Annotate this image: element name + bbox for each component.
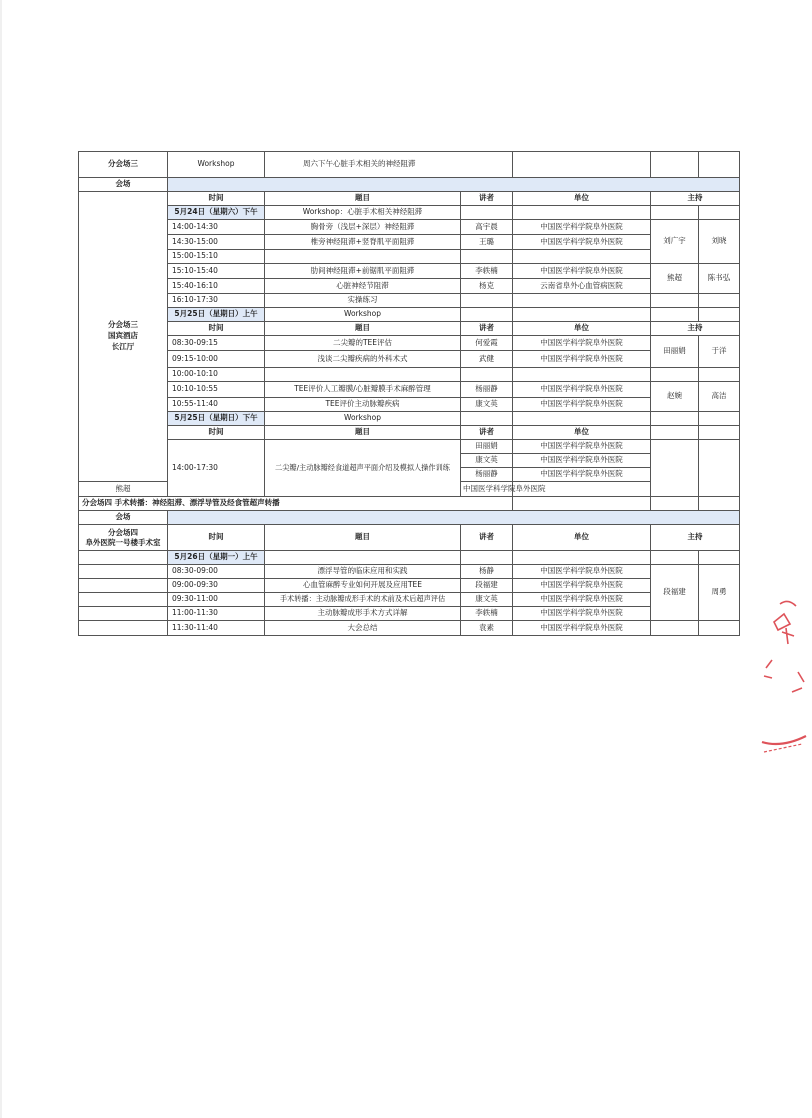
topic-cell: 心血管麻醉专业如何开展及应用TEE [265, 579, 461, 593]
unit-cell: 中国医学科学院阜外医院 [513, 220, 651, 235]
topic-cell: 胸骨旁（浅层+深层）神经阻滞 [265, 220, 461, 235]
empty-cell [699, 308, 740, 322]
time-cell: 10:10-10:55 [168, 382, 265, 398]
venue-line: 分会场三 [108, 320, 138, 330]
empty-cell [699, 497, 740, 511]
s3-header-row [79, 192, 740, 206]
day-label: 5月26日（星期一）上午 [168, 551, 265, 565]
table-row [79, 264, 740, 279]
host-cell: 陈书弘 [699, 264, 740, 294]
speaker-cell: 李轶楠 [461, 264, 513, 279]
unit-cell: 中国医学科学院阜外医院 [513, 440, 651, 454]
empty-cell [513, 551, 651, 565]
empty-cell [513, 497, 651, 511]
empty-cell [651, 551, 699, 565]
empty-cell [651, 206, 699, 220]
block-title: Workshop [265, 308, 461, 322]
table-row [79, 565, 740, 579]
empty-cell [461, 412, 513, 426]
unit-cell [513, 368, 651, 382]
topic-cell: 肋间神经阻滞+前锯肌平面阻滞 [265, 264, 461, 279]
empty-cell [265, 551, 461, 565]
time-cell: 15:40-16:10 [168, 279, 265, 294]
speaker-cell: 武健 [461, 351, 513, 368]
empty-cell [651, 152, 699, 178]
empty-cell [651, 440, 699, 497]
topic-cell: 浅谈二尖瓣疾病的外科术式 [265, 351, 461, 368]
table-row [79, 382, 740, 398]
time-cell: 09:30-11:00 [168, 593, 265, 607]
speaker-cell: 何爱霞 [461, 336, 513, 351]
time-cell: 11:30-11:40 [168, 621, 265, 636]
seal-stroke [792, 672, 804, 692]
speaker-cell [461, 294, 513, 308]
unit-cell: 中国医学科学院阜外医院 [513, 398, 651, 412]
host-cell: 段福建 [651, 565, 699, 621]
table-row [79, 220, 740, 235]
seal-stroke [774, 614, 790, 630]
time-cell: 10:00-10:10 [168, 368, 265, 382]
topic-cell [265, 250, 461, 264]
block-title: Workshop：心脏手术相关神经阻滞 [265, 206, 461, 220]
unit-cell: 中国医学科学院阜外医院 [461, 482, 513, 497]
header-speaker: 讲者 [461, 322, 513, 336]
unit-cell: 云南省阜外心血管病医院 [513, 279, 651, 294]
time-cell: 14:00-14:30 [168, 220, 265, 235]
topic-cell: 实操练习 [265, 294, 461, 308]
s3-header-row [79, 426, 740, 440]
empty-cell [461, 551, 513, 565]
empty-cell [651, 426, 699, 440]
speaker-cell: 熊超 [79, 482, 168, 497]
speaker-cell: 袁素 [461, 621, 513, 636]
venue-line: 阜外医院一号楼手术室 [85, 537, 161, 547]
header-unit: 单位 [513, 426, 651, 440]
topic-cell: 二尖瓣的TEE评估 [265, 336, 461, 351]
host-cell: 于洋 [699, 336, 740, 368]
s3-header-row [79, 322, 740, 336]
venue-line: 分会场四 [108, 527, 138, 537]
seal-stroke [764, 660, 772, 678]
unit-cell: 中国医学科学院阜外医院 [513, 351, 651, 368]
day-label: 5月25日（星期日）上午 [168, 308, 265, 322]
empty-cell [513, 152, 651, 178]
empty-cell [651, 412, 699, 426]
time-cell: 15:10-15:40 [168, 264, 265, 279]
day-row [79, 551, 740, 565]
empty-cell [461, 206, 513, 220]
s3-venue [79, 192, 168, 482]
speaker-cell: 段福建 [461, 579, 513, 593]
unit-cell: 中国医学科学院阜外医院 [513, 382, 651, 398]
speaker-cell: 康文英 [461, 454, 513, 468]
topic-cell: 心脏神经节阻滞 [265, 279, 461, 294]
day-label: 5月24日（星期六）下午 [168, 206, 265, 220]
blue-fill-cell [168, 178, 740, 192]
header-speaker: 讲者 [461, 192, 513, 206]
host-cell: 田丽娟 [651, 336, 699, 368]
table-row [79, 294, 740, 308]
unit-cell: 中国医学科学院阜外医院 [513, 565, 651, 579]
s4-venue [79, 525, 168, 551]
empty-cell [651, 621, 699, 636]
empty-cell [79, 579, 168, 593]
seal-stroke [762, 736, 806, 744]
unit-cell: 中国医学科学院阜外医院 [513, 468, 651, 482]
header-topic: 题目 [265, 525, 461, 551]
speaker-cell [461, 368, 513, 382]
header-speaker: 讲者 [461, 426, 513, 440]
seal-stroke [782, 628, 794, 644]
empty-cell [699, 426, 740, 440]
empty-cell [513, 308, 651, 322]
empty-cell [699, 294, 740, 308]
host-cell: 周勇 [699, 565, 740, 621]
table-row [79, 368, 740, 382]
header-time: 时间 [168, 192, 265, 206]
header-unit: 单位 [513, 322, 651, 336]
header-time: 时间 [168, 525, 265, 551]
table-row [79, 250, 740, 264]
speaker-cell: 杨丽静 [461, 382, 513, 398]
speaker-cell: 田丽娟 [461, 440, 513, 454]
empty-cell [651, 308, 699, 322]
empty-cell [79, 593, 168, 607]
unit-cell [513, 294, 651, 308]
topic-cell: 二尖瓣/主动脉瓣经食道超声平面介绍及模拟人操作训练 [265, 440, 461, 497]
table-row [79, 440, 740, 454]
empty-cell [699, 440, 740, 497]
s3-venue-header-row [79, 178, 740, 192]
unit-cell: 中国医学科学院阜外医院 [513, 593, 651, 607]
header-time: 时间 [168, 426, 265, 440]
time-cell: 09:15-10:00 [168, 351, 265, 368]
venue-line: 长江厅 [111, 341, 135, 351]
time-cell: 15:00-15:10 [168, 250, 265, 264]
empty-cell [699, 621, 740, 636]
speaker-cell: 杨丽静 [461, 468, 513, 482]
header-speaker: 讲者 [461, 525, 513, 551]
table-row [79, 235, 740, 250]
topic-cell: 漂浮导管的临床应用和实践 [265, 565, 461, 579]
empty-cell [79, 621, 168, 636]
day-label: 5月25日（星期日）下午 [168, 412, 265, 426]
s4-banner: 分会场四 手术转播：神经阻滞、漂浮导管及经食管超声转播 [79, 497, 513, 511]
s4-venue-header-row [79, 511, 740, 525]
empty-cell [699, 206, 740, 220]
header-time: 时间 [168, 322, 265, 336]
table-row [79, 621, 740, 636]
day-row [79, 206, 740, 220]
table-row [79, 579, 740, 593]
time-cell: 11:00-11:30 [168, 607, 265, 621]
speaker-cell: 杨克 [461, 279, 513, 294]
empty-cell [461, 308, 513, 322]
topic-cell: 大会总结 [265, 621, 461, 636]
topic-cell [265, 368, 461, 382]
empty-cell [699, 368, 740, 382]
page-edge [0, 0, 2, 1118]
unit-cell: 中国医学科学院阜外医院 [513, 579, 651, 593]
unit-cell: 中国医学科学院阜外医院 [513, 235, 651, 250]
empty-cell [651, 497, 699, 511]
topic-cell: 主动脉瓣成形手术方式详解 [265, 607, 461, 621]
seal-stroke [764, 744, 802, 752]
schedule-table [78, 151, 740, 636]
unit-cell: 中国医学科学院阜外医院 [513, 454, 651, 468]
empty-cell [699, 152, 740, 178]
host-cell: 赵婉 [651, 382, 699, 412]
s4-banner-row [79, 497, 740, 511]
topic-cell: 手术转播：主动脉瓣成形手术的术前及术后超声评估 [265, 593, 461, 607]
speaker-cell: 杨静 [461, 565, 513, 579]
unit-cell: 中国医学科学院阜外医院 [513, 607, 651, 621]
block-title: Workshop [265, 412, 461, 426]
speaker-cell: 李轶楠 [461, 607, 513, 621]
blue-fill-cell [168, 511, 740, 525]
speaker-cell: 康文英 [461, 398, 513, 412]
time-cell: 08:30-09:15 [168, 336, 265, 351]
topic-cell: TEE评价人工瓣膜/心脏瓣膜手术麻醉管理 [265, 382, 461, 398]
speaker-cell: 高宇晨 [461, 220, 513, 235]
header-host: 主持 [651, 322, 740, 336]
header-host: 主持 [651, 525, 740, 551]
time-cell: 10:55-11:40 [168, 398, 265, 412]
header-topic: 题目 [265, 426, 461, 440]
empty-cell [79, 565, 168, 579]
time-cell: 14:30-15:00 [168, 235, 265, 250]
speaker-cell [461, 250, 513, 264]
table-row [79, 336, 740, 351]
time-cell: 08:30-09:00 [168, 565, 265, 579]
s3-workshop-label: Workshop [168, 152, 265, 178]
table-row [79, 607, 740, 621]
header-unit: 单位 [513, 192, 651, 206]
empty-cell [651, 294, 699, 308]
header-host: 主持 [651, 192, 740, 206]
header-topic: 题目 [265, 192, 461, 206]
host-cell: 高洁 [699, 382, 740, 412]
host-cell: 刘广宇 [651, 220, 699, 264]
time-cell: 16:10-17:30 [168, 294, 265, 308]
day-row [79, 308, 740, 322]
empty-cell [651, 368, 699, 382]
s4-venue-label: 会场 [79, 511, 168, 525]
s3-venue-label: 会场 [79, 178, 168, 192]
unit-cell [513, 250, 651, 264]
header-unit: 单位 [513, 525, 651, 551]
host-cell: 刘晓 [699, 220, 740, 264]
topic-cell: 椎旁神经阻滞+竖脊肌平面阻滞 [265, 235, 461, 250]
unit-cell: 中国医学科学院阜外医院 [513, 264, 651, 279]
seal-stamp [752, 592, 812, 772]
host-cell: 熊超 [651, 264, 699, 294]
table-row [79, 279, 740, 294]
topic-cell: TEE评价主动脉瓣疾病 [265, 398, 461, 412]
empty-cell [699, 551, 740, 565]
empty-cell [79, 607, 168, 621]
day-row [79, 412, 740, 426]
s3-banner-row [79, 152, 740, 178]
header-topic: 题目 [265, 322, 461, 336]
seal-stroke [780, 601, 796, 606]
unit-cell: 中国医学科学院阜外医院 [513, 336, 651, 351]
empty-cell [699, 412, 740, 426]
empty-cell [513, 412, 651, 426]
table-row [79, 398, 740, 412]
s3-workshop-title: 周六下午心脏手术相关的神经阻滞 [265, 152, 513, 178]
s3-name: 分会场三 [79, 152, 168, 178]
time-cell: 09:00-09:30 [168, 579, 265, 593]
empty-cell [513, 206, 651, 220]
table-row [79, 351, 740, 368]
speaker-cell: 王璐 [461, 235, 513, 250]
speaker-cell: 康文英 [461, 593, 513, 607]
venue-line: 国宾酒店 [108, 331, 138, 341]
s4-header-row [79, 525, 740, 551]
time-cell: 14:00-17:30 [168, 440, 265, 497]
table-row [79, 593, 740, 607]
empty-cell [79, 551, 168, 565]
unit-cell: 中国医学科学院阜外医院 [513, 621, 651, 636]
